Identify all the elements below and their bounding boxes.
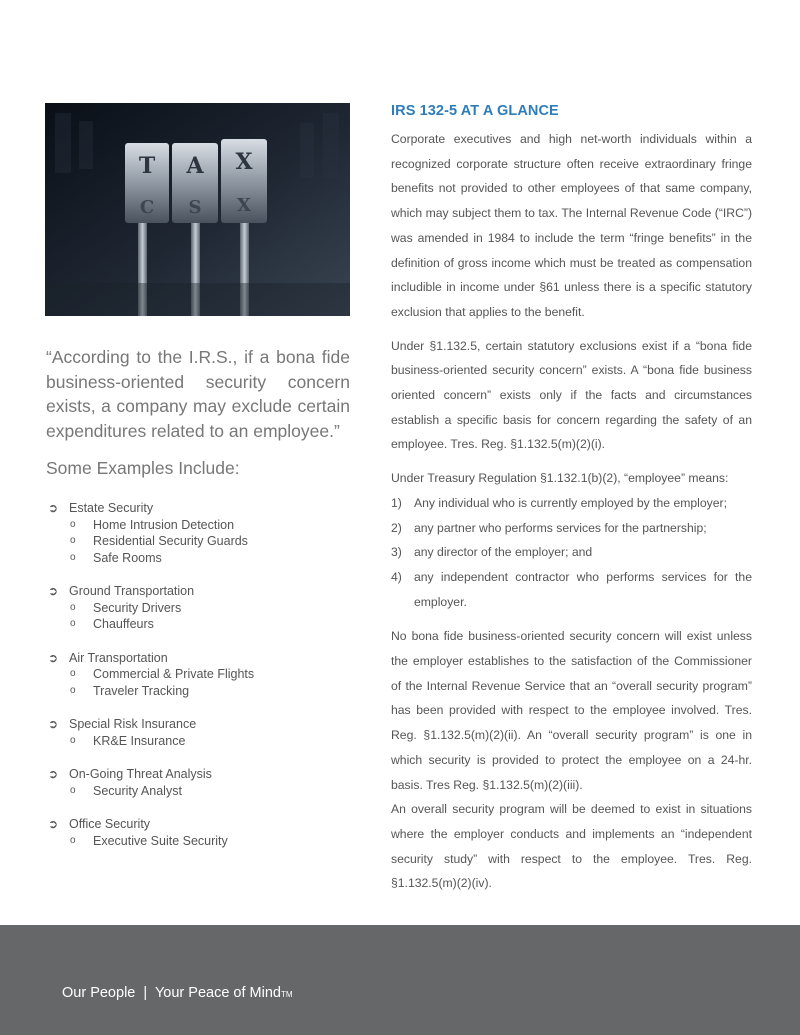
key-a (172, 143, 218, 223)
example-group (48, 500, 348, 566)
example-item: KR&E Insurance (93, 733, 186, 748)
circle-bullet-icon: o (70, 535, 76, 546)
list-text: any independent contractor who performs services for the employer. (414, 569, 752, 609)
list-number: 4) (391, 569, 402, 584)
key-t-lower: C (139, 197, 155, 218)
footer-text: Our People | Your Peace of Mind (62, 985, 281, 1001)
circle-bullet-icon: o (70, 734, 76, 746)
list-text: any partner who performs services for the partnership; (414, 520, 707, 535)
circle-bullet-icon: o (70, 668, 76, 679)
example-item: Residential Security Guards (93, 534, 248, 548)
article-paragraph: Under §1.132.5, certain statutory exclusions exist if a “bona fide business-oriented security concern” exists. A “bona fide business oriented concern” exists only if the facts and circumstances establish a specific basis for concern regarding the safety of an employee. Tres. Reg. §1.132.5(m)(2)(i). (391, 338, 752, 452)
example-item: Security Analyst (93, 783, 182, 798)
example-item: Home Intrusion Detection (93, 517, 235, 532)
key-x-lower: X (237, 195, 251, 216)
example-group-title: Office Security (69, 817, 151, 831)
key-a-lower: S (188, 197, 202, 218)
example-group-title: Estate Security (69, 501, 154, 515)
example-item: Executive Suite Security (93, 833, 228, 848)
example-group-title: On-Going Threat Analysis (69, 767, 212, 781)
list-item (391, 516, 752, 541)
employee-definition-list (391, 491, 752, 615)
footer-tagline (62, 985, 293, 1001)
article-column (391, 103, 752, 905)
list-item (391, 491, 752, 516)
list-number: 3) (391, 545, 402, 560)
article-paragraph: Corporate executives and high net-worth individuals within a recognized corporate structure often receive extraordinary fringe benefits not provided to other employees of that same company, which may subject them to tax. The Internal Revenue Code (“IRC”) was amended in 1984 to include the term “fringe benefits” in the definition of gross income which must be treated as compensation includible in income under §61 unless there is a specific statutory exclusion that applies to the benefit. (391, 132, 752, 319)
arrow-bullet-icon: ➲ (48, 767, 59, 781)
circle-bullet-icon: o (70, 601, 76, 613)
circle-bullet-icon: o (70, 784, 76, 796)
list-number: 2) (391, 520, 402, 535)
example-item: Commercial & Private Flights (93, 667, 255, 681)
example-group (48, 766, 348, 799)
circle-bullet-icon: o (70, 684, 76, 696)
example-group-title: Ground Transportation (69, 584, 195, 598)
example-item: Chauffeurs (93, 617, 154, 631)
article-heading: IRS 132-5 AT A GLANCE (391, 103, 559, 119)
list-item (391, 540, 752, 565)
footer-bar (0, 925, 800, 1035)
example-group (48, 716, 348, 749)
list-text: Any individual who is currently employed by the employer; (414, 495, 727, 510)
list-text: any director of the employer; and (414, 545, 593, 560)
trademark-mark: TM (281, 990, 293, 999)
example-item: Traveler Tracking (93, 683, 190, 698)
key-x-upper: X (235, 149, 253, 175)
list-item (391, 565, 752, 614)
list-number: 1) (391, 495, 402, 510)
arrow-bullet-icon: ➲ (48, 817, 59, 831)
circle-bullet-icon: o (70, 551, 76, 563)
example-group (48, 816, 348, 849)
article-paragraph: An overall security program will be deemed to exist in situations where the employer conducts and implements an “independent security study” with respect to the employee. Tres. Reg. §1.132.5(m)(2)(iv). (391, 802, 752, 891)
tax-typewriter-keys-photo (45, 103, 350, 316)
key-t-upper: T (138, 153, 156, 179)
key-x (221, 139, 267, 223)
circle-bullet-icon: o (70, 834, 76, 846)
arrow-bullet-icon: ➲ (48, 584, 59, 598)
key-t (125, 143, 169, 223)
article-paragraph: Under Treasury Regulation §1.132.1(b)(2), “employee” means: (391, 471, 729, 486)
arrow-bullet-icon: ➲ (48, 501, 59, 515)
pull-quote: “According to the I.R.S., if a bona fide business-oriented security concern exists, a company may exclude certain expenditures related to an employee.” (46, 347, 350, 441)
example-group-title: Air Transportation (69, 650, 168, 665)
example-group (48, 650, 348, 700)
article-paragraph: No bona fide business-oriented security concern will exist unless the employer establishes to the satisfaction of the Commissioner of the Internal Revenue Service that an “overall security program” has been provided with respect to the employee involved. Tres. Reg. §1.132.5(m)(2)(ii). An “overall security program” is one in which security is provided to protect the employee on a 24-hr. basis. Tres Reg. §1.132.5(m)(2)(iii). (391, 629, 752, 792)
example-item: Security Drivers (93, 600, 182, 615)
example-item: Safe Rooms (93, 550, 162, 565)
examples-list (48, 500, 348, 866)
circle-bullet-icon: o (70, 618, 76, 629)
example-group (48, 583, 348, 633)
examples-title: Some Examples Include: (46, 458, 240, 478)
example-group-title: Special Risk Insurance (69, 717, 197, 731)
key-a-upper: A (186, 153, 204, 179)
circle-bullet-icon: o (70, 518, 76, 530)
arrow-bullet-icon: ➲ (48, 650, 59, 665)
arrow-bullet-icon: ➲ (48, 717, 59, 731)
